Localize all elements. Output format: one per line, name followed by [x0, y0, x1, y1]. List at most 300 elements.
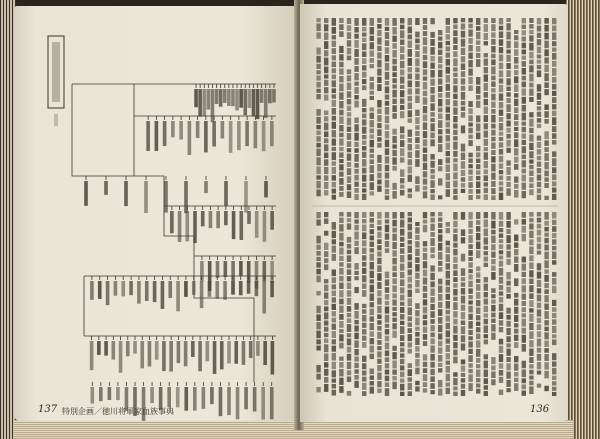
text-column — [377, 109, 381, 114]
text-column — [544, 238, 548, 243]
text-column — [400, 18, 404, 23]
text-column — [316, 32, 320, 39]
text-column — [339, 378, 343, 385]
text-column — [476, 123, 480, 131]
text-column — [370, 242, 374, 247]
text-column — [499, 233, 503, 237]
text-column — [362, 38, 366, 42]
text-column — [529, 74, 533, 82]
text-column — [461, 378, 465, 382]
text-column — [461, 39, 465, 47]
text-column — [453, 108, 457, 115]
text-column — [347, 276, 351, 281]
text-column — [408, 298, 412, 306]
text-column — [544, 25, 548, 32]
text-column — [430, 18, 434, 24]
text-column — [446, 189, 450, 197]
text-column — [415, 96, 419, 103]
text-column — [332, 222, 336, 230]
text-column — [514, 372, 518, 377]
text-column — [506, 315, 510, 320]
text-column — [415, 68, 419, 73]
text-column — [544, 82, 548, 88]
text-column — [522, 285, 526, 292]
text-column — [415, 257, 419, 263]
text-column — [506, 336, 510, 342]
tree-name-mark — [272, 89, 276, 102]
text-column — [339, 46, 343, 53]
text-column — [446, 92, 450, 98]
text-column — [453, 151, 457, 157]
tree-name-mark — [223, 89, 227, 103]
text-column — [453, 189, 457, 195]
text-column — [347, 255, 351, 262]
text-column — [529, 386, 533, 394]
text-column — [370, 182, 374, 190]
text-column — [453, 37, 457, 44]
text-column — [347, 83, 351, 90]
text-column — [506, 287, 510, 293]
text-column — [491, 181, 495, 187]
text-column — [461, 254, 465, 262]
text-column — [316, 339, 320, 344]
text-column — [324, 333, 328, 337]
text-column — [506, 87, 510, 91]
text-column — [392, 272, 396, 277]
text-column — [522, 105, 526, 112]
text-column — [400, 229, 404, 236]
text-column — [552, 376, 556, 380]
text-column — [362, 248, 366, 254]
text-column — [468, 383, 472, 391]
text-column — [446, 165, 450, 172]
tree-name-mark — [104, 341, 108, 356]
text-column — [446, 41, 450, 45]
text-column — [423, 334, 427, 340]
text-column — [354, 212, 358, 218]
text-column — [362, 194, 366, 200]
tree-name-mark — [224, 211, 228, 225]
text-column — [491, 294, 495, 298]
text-column — [415, 222, 419, 226]
text-column — [332, 80, 336, 87]
text-column — [347, 347, 351, 353]
text-column — [552, 18, 556, 24]
text-column — [484, 123, 488, 129]
text-column — [400, 348, 404, 352]
text-column — [453, 228, 457, 232]
text-column — [354, 276, 358, 280]
text-column — [347, 148, 351, 152]
family-tree-diagram — [14, 6, 298, 421]
text-column — [430, 345, 434, 352]
text-column — [354, 163, 358, 168]
text-column — [468, 300, 472, 304]
text-column — [491, 59, 495, 65]
text-column — [529, 340, 533, 347]
text-column — [324, 231, 328, 236]
text-column — [453, 136, 457, 140]
text-column — [453, 234, 457, 241]
text-column — [415, 280, 419, 287]
text-column — [461, 170, 465, 176]
text-column — [362, 329, 366, 334]
text-column — [400, 148, 404, 156]
text-column — [491, 130, 495, 136]
text-column — [347, 75, 351, 81]
text-column — [377, 220, 381, 225]
text-column — [339, 152, 343, 157]
text-column — [476, 189, 480, 194]
text-column — [491, 236, 495, 243]
text-column — [514, 127, 518, 131]
text-column — [332, 370, 336, 377]
text-column — [446, 315, 450, 321]
text-column — [370, 323, 374, 330]
text-column — [522, 82, 526, 88]
text-column — [316, 291, 320, 295]
text-column — [354, 49, 358, 57]
text-column — [537, 188, 541, 193]
text-column — [400, 54, 404, 60]
text-column — [514, 70, 518, 75]
text-column — [529, 255, 533, 261]
text-column — [354, 66, 358, 72]
text-column — [468, 53, 472, 59]
text-column — [332, 239, 336, 244]
text-column — [408, 316, 412, 321]
text-column — [522, 226, 526, 233]
book-edge-right — [566, 0, 600, 439]
text-column — [392, 234, 396, 241]
text-column — [400, 307, 404, 313]
text-column — [468, 158, 472, 163]
text-column — [400, 169, 404, 176]
text-column — [506, 349, 510, 356]
text-column — [468, 170, 472, 175]
text-column — [316, 149, 320, 156]
text-column — [354, 194, 358, 200]
text-column — [362, 135, 366, 139]
text-column — [385, 156, 389, 163]
text-column — [408, 130, 412, 137]
text-column — [438, 78, 442, 84]
text-column — [362, 323, 366, 328]
text-column — [347, 25, 351, 31]
text-column — [324, 243, 328, 250]
text-column — [453, 221, 457, 227]
text-column — [339, 62, 343, 67]
tree-name-mark — [161, 281, 165, 309]
tree-name-mark — [215, 89, 219, 104]
text-column — [324, 24, 328, 31]
text-column — [415, 18, 419, 25]
text-column — [332, 68, 336, 73]
text-column — [476, 389, 480, 394]
tree-name-mark — [155, 121, 159, 151]
text-column — [506, 167, 510, 175]
text-column — [324, 144, 328, 151]
text-column — [461, 305, 465, 311]
text-column — [392, 150, 396, 156]
text-column — [430, 212, 434, 216]
text-column — [347, 91, 351, 98]
text-column — [468, 45, 472, 51]
text-column — [392, 59, 396, 65]
text-column — [415, 81, 419, 87]
text-column — [392, 136, 396, 143]
text-column — [461, 153, 465, 160]
text-column — [347, 290, 351, 296]
text-column — [484, 59, 488, 66]
tree-name-mark — [208, 281, 212, 297]
text-column — [392, 331, 396, 338]
text-column — [347, 112, 351, 116]
text-column — [324, 362, 328, 367]
text-column — [506, 63, 510, 69]
text-column — [438, 108, 442, 113]
text-column — [484, 115, 488, 122]
text-column — [316, 175, 320, 179]
tree-name-mark — [184, 181, 188, 213]
text-column — [506, 188, 510, 195]
tree-name-mark — [179, 121, 183, 140]
text-column — [423, 368, 427, 373]
text-column — [430, 325, 434, 331]
text-column — [522, 328, 526, 334]
text-column — [438, 363, 442, 367]
text-column — [476, 170, 480, 174]
text-column — [354, 118, 358, 124]
text-column — [446, 301, 450, 309]
text-column — [347, 118, 351, 126]
text-column — [400, 185, 404, 189]
tree-name-mark — [201, 211, 205, 226]
text-column — [446, 34, 450, 39]
text-column — [476, 322, 480, 326]
text-column — [506, 308, 510, 314]
text-column — [430, 319, 434, 324]
text-column — [446, 107, 450, 113]
text-column — [423, 374, 427, 381]
text-column — [370, 309, 374, 316]
text-column — [446, 59, 450, 66]
text-column — [377, 332, 381, 339]
tree-name-mark — [178, 211, 182, 242]
text-column — [332, 94, 336, 98]
text-column — [552, 41, 556, 46]
text-column — [499, 339, 503, 345]
text-column — [392, 78, 396, 83]
tree-name-mark — [263, 341, 267, 365]
tree-name-mark — [148, 341, 152, 366]
text-column — [544, 341, 548, 347]
text-column — [468, 235, 472, 243]
text-column — [544, 212, 548, 220]
text-column — [484, 325, 488, 332]
text-column — [339, 92, 343, 99]
tree-name-mark — [121, 281, 125, 296]
text-column — [476, 242, 480, 250]
text-column — [423, 286, 427, 292]
text-column — [514, 76, 518, 83]
text-column — [354, 175, 358, 181]
text-column — [415, 359, 419, 366]
text-column — [339, 76, 343, 82]
tree-name-mark — [129, 281, 133, 295]
text-column — [415, 39, 419, 44]
text-column — [438, 178, 442, 185]
text-column — [506, 235, 510, 243]
tree-name-mark — [207, 89, 211, 110]
text-column — [453, 302, 457, 310]
text-column — [415, 137, 419, 143]
text-column — [408, 188, 412, 192]
text-column — [522, 61, 526, 67]
text-column — [370, 354, 374, 359]
text-column — [552, 174, 556, 180]
text-column — [400, 279, 404, 286]
text-column — [491, 156, 495, 162]
text-column — [476, 46, 480, 52]
text-column — [544, 348, 548, 353]
text-column — [514, 342, 518, 348]
tree-name-mark — [108, 387, 112, 400]
text-column — [377, 359, 381, 364]
text-column — [392, 360, 396, 368]
text-column — [476, 266, 480, 271]
right-page-number: 136 — [530, 404, 550, 415]
text-column — [347, 176, 351, 183]
text-column — [392, 18, 396, 26]
text-column — [430, 133, 434, 139]
text-column — [400, 111, 404, 118]
text-column — [552, 151, 556, 157]
text-column — [468, 212, 472, 220]
text-column — [484, 67, 488, 73]
text-column — [430, 288, 434, 295]
text-column — [324, 110, 328, 115]
tree-name-mark — [90, 387, 94, 404]
text-column — [537, 237, 541, 243]
text-column — [529, 357, 533, 363]
text-column — [354, 287, 358, 293]
text-column — [354, 311, 358, 319]
text-column — [332, 284, 336, 289]
text-column — [461, 86, 465, 91]
text-column — [362, 268, 366, 274]
text-column — [491, 379, 495, 385]
tree-name-mark — [133, 341, 137, 354]
text-column — [537, 182, 541, 187]
text-column — [324, 377, 328, 383]
text-column — [415, 318, 419, 326]
text-column — [484, 92, 488, 98]
text-column — [446, 67, 450, 74]
text-column — [423, 91, 427, 96]
text-column — [522, 219, 526, 225]
text-column — [370, 140, 374, 148]
text-column — [484, 334, 488, 338]
text-column — [453, 130, 457, 135]
text-column — [468, 108, 472, 114]
text-column — [529, 246, 533, 254]
text-column — [392, 278, 396, 284]
text-column — [347, 338, 351, 345]
text-column — [506, 23, 510, 30]
text-column — [385, 165, 389, 171]
text-column — [392, 312, 396, 316]
text-column — [514, 315, 518, 322]
text-column — [506, 49, 510, 53]
text-column — [438, 195, 442, 199]
text-column — [476, 378, 480, 382]
text-column — [499, 239, 503, 243]
text-column — [476, 279, 480, 283]
text-column — [461, 18, 465, 22]
text-column — [324, 251, 328, 257]
text-column — [484, 306, 488, 312]
text-column — [438, 166, 442, 171]
text-column — [430, 39, 434, 46]
text-column — [552, 25, 556, 31]
text-column — [324, 41, 328, 49]
text-column — [499, 93, 503, 100]
text-column — [415, 32, 419, 38]
text-column — [316, 212, 320, 218]
text-column — [514, 299, 518, 306]
text-column — [423, 307, 427, 314]
text-column — [491, 150, 495, 155]
text-column — [377, 129, 381, 136]
text-column — [392, 376, 396, 380]
text-column — [339, 362, 343, 368]
text-column — [339, 321, 343, 328]
text-column — [415, 144, 419, 149]
text-column — [377, 340, 381, 345]
text-column — [392, 66, 396, 71]
text-column — [461, 282, 465, 286]
text-column — [453, 67, 457, 71]
text-column — [529, 223, 533, 229]
text-column — [476, 284, 480, 291]
text-column — [453, 18, 457, 23]
text-column — [362, 141, 366, 145]
text-column — [400, 140, 404, 147]
text-column — [370, 82, 374, 89]
text-column — [506, 229, 510, 234]
text-column — [522, 113, 526, 121]
text-column — [354, 225, 358, 231]
text-column — [362, 304, 366, 308]
text-column — [476, 86, 480, 94]
text-column — [484, 292, 488, 297]
text-column — [491, 46, 495, 52]
text-column — [339, 68, 343, 74]
tree-name-mark — [193, 211, 197, 243]
text-column — [385, 272, 389, 279]
text-column — [430, 32, 434, 38]
text-column — [339, 262, 343, 267]
text-column — [430, 154, 434, 160]
text-column — [491, 357, 495, 364]
text-column — [415, 338, 419, 345]
text-column — [514, 114, 518, 120]
text-column — [514, 378, 518, 382]
text-column — [370, 248, 374, 252]
text-column — [461, 144, 465, 152]
text-column — [446, 99, 450, 105]
